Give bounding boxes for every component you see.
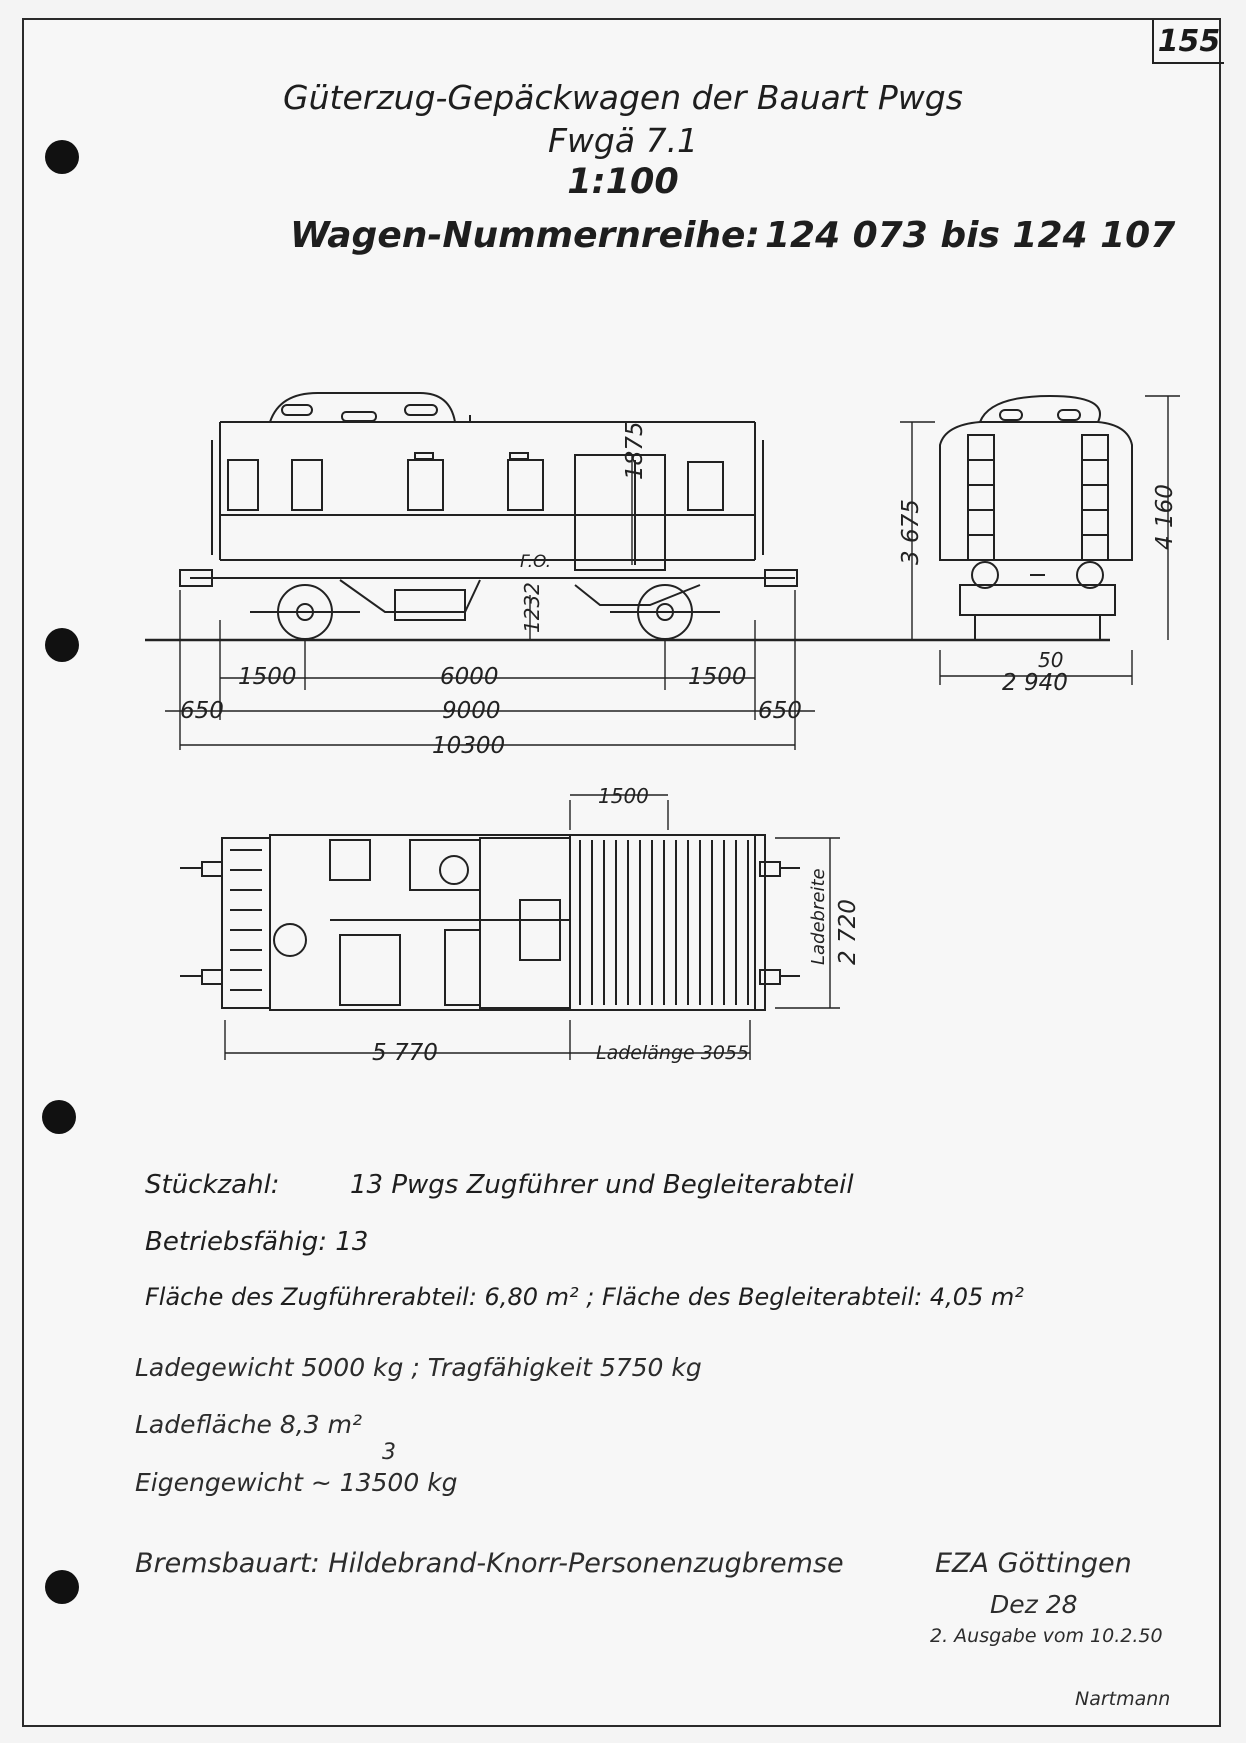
dim-door-width: 1500	[598, 784, 649, 808]
tare-weight: Eigengewicht ~ 13500 kg	[135, 1468, 458, 1497]
door-height-dim: 1875	[622, 421, 648, 480]
dim-total-height: 4 160	[1152, 484, 1178, 550]
load-width-label: Ladebreite	[808, 868, 829, 965]
load-area: Ladefläche 8,3 m²	[135, 1410, 362, 1439]
dim-body-length: 9000	[442, 698, 501, 724]
signature: Nartmann	[1075, 1688, 1171, 1710]
wagon-number-label: Wagen-Nummernreihe:	[290, 215, 760, 256]
brake-type: Bremsbauart: Hildebrand-Knorr-Personenzugbremse	[135, 1548, 844, 1579]
operational-count: Betriebsfähig: 13	[145, 1227, 369, 1257]
issuing-office: EZA Göttingen	[935, 1548, 1132, 1579]
dim-width: 2 940	[1002, 670, 1068, 696]
quantity-label: Stückzahl:	[145, 1170, 280, 1200]
dim-load-width: 2 720	[835, 899, 861, 965]
tare-weight-correction: 3	[382, 1440, 396, 1465]
dim-body-height: 3 675	[898, 499, 924, 565]
scale: 1:100	[567, 162, 679, 202]
load-weight: Ladegewicht 5000 kg ; Tragfähigkeit 5750 kg	[135, 1353, 702, 1382]
dim-buffer-left: 650	[180, 698, 224, 724]
dim-wheelbase: 6000	[440, 664, 499, 690]
buffer-height-dim: 1232	[520, 582, 544, 633]
dim-compartment-length: 5 770	[372, 1040, 438, 1066]
dim-overhang-left: 1500	[238, 664, 297, 690]
dim-load-length: Ladelänge 3055	[596, 1042, 750, 1064]
dim-width-correction: 50	[1038, 648, 1064, 672]
dim-buffer-right: 650	[758, 698, 802, 724]
edition-note: 2. Ausgabe vom 10.2.50	[930, 1625, 1163, 1647]
plan-view	[180, 835, 800, 1010]
end-view	[940, 396, 1132, 640]
subtitle-class: Fwgä 7.1	[547, 121, 699, 160]
wagon-number-range: 124 073 bis 124 107	[765, 215, 1176, 256]
quantity-value: 13 Pwgs Zugführer und Begleiterabteil	[350, 1170, 854, 1200]
buffer-mark: F.O.	[520, 552, 552, 572]
page-number: 155	[1152, 20, 1224, 64]
compartment-area: Fläche des Zugführerabteil: 6,80 m² ; Fläche des Begleiterabteil: 4,05 m²	[145, 1283, 1024, 1311]
dim-total-length: 10300	[432, 733, 506, 759]
dim-overhang-right: 1500	[688, 664, 747, 690]
title: Güterzug-Gepäckwagen der Bauart Pwgs	[283, 78, 963, 117]
side-view	[180, 393, 797, 639]
issue-date: Dez 28	[990, 1590, 1078, 1619]
